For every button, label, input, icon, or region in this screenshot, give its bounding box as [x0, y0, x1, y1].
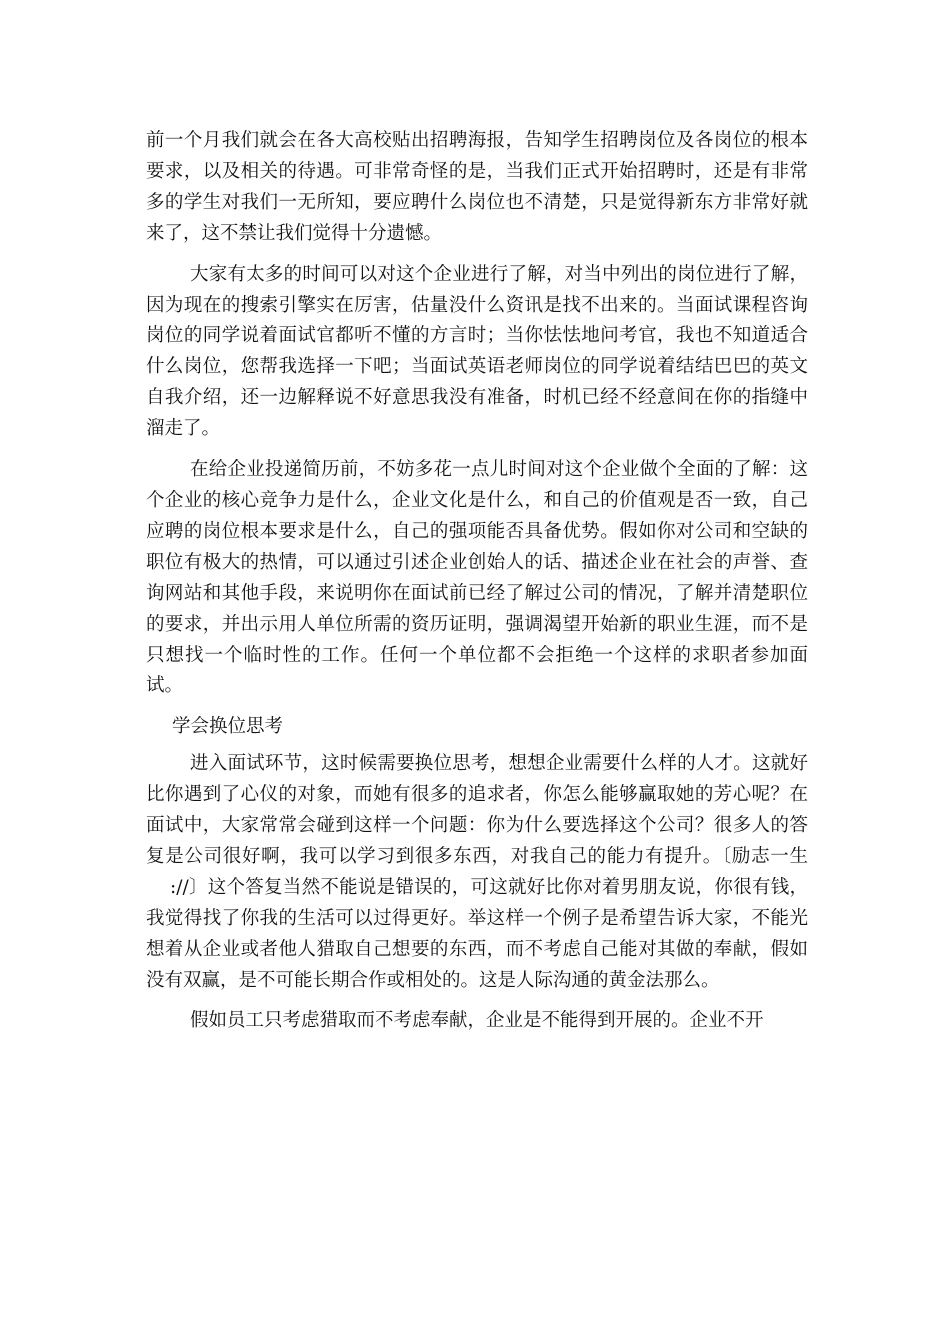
paragraph-1: 前一个月我们就会在各大高校贴出招聘海报，告知学生招聘岗位及各岗位的根本要求，以及相关的待遇。可非常奇怪的是，当我们正式开始招聘时，还是有非常多的学生对我们一无所知，要应聘什么岗位也不清楚，只是觉得新东方非常好就来了，这不禁让我们觉得十分遗憾。: [146, 130, 808, 244]
paragraph-3: 在给企业投递简历前，不妨多花一点儿时间对这个企业做个全面的了解：这个企业的核心竞争力是什么，企业文化是什么，和自己的价值观是否一致，自己应聘的岗位根本要求是什么，自己的强项能否具备优势。假如你对公司和空缺的职位有极大的热情，可以通过引述企业创始人的话、描述企业在社会的声誉、查询网站和其他手段，来说明你在面试前已经了解过公司的情况，了解并清楚职位的要求，并出示用人单位所需的资历证明，强调渴望开始新的职业生涯，而不是只想找一个临时性的工作。任何一个单位都不会拒绝一个这样的求职者参加面试。: [146, 459, 808, 697]
paragraph-4-source-open: 〔励志一生: [721, 845, 808, 867]
paragraph-5: 假如员工只考虑猎取而不考虑奉献，企业是不能得到开展的。企业不开: [190, 1010, 764, 1032]
paragraph-4-main: 进入面试环节，这时候需要换位思考，想想企业需要什么样的人才。这就好比你遇到了心仪的对象，而她有很多的追求者，你怎么能够赢取她的芳心呢？在面试中，大家常常会碰到这样一个问题：你为什么要选择这个公司？很多人的答复是公司很好啊，我可以学习到很多东西，对我自己的能力有提升。: [146, 753, 808, 867]
document-page: [146, 126, 808, 1047]
section-heading: 学会换位思考: [172, 716, 284, 738]
paragraph-2: 大家有太多的时间可以对这个企业进行了解，对当中列出的岗位进行了解，因为现在的搜索引擎实在厉害，估量没什么资讯是找不出来的。当面试课程咨询岗位的同学说着面试官都听不懂的方言时；当你怯怯地问考官，我也不知道适合什么岗位，您帮我选择一下吧；当面试英语老师岗位的同学说着结结巴巴的英文自我介绍，还一边解释说不好意思我没有准备，时机已经不经意间在你的指缝中溜走了。: [146, 263, 808, 440]
paragraph-4: [146, 749, 808, 996]
paragraph-4-continuation: ://〕这个答复当然不能说是错误的，可这就好比你对着男朋友说，你很有钱，我觉得找了你我的生活可以过得更好。举这样一个例子是希望告诉大家，不能光想着从企业或者他人猎取自己想要的东西，而不考虑自己能对其做的奉献，假如没有双赢，是不可能长期合作或相处的。这是人际沟通的黄金法那么。: [146, 876, 808, 991]
